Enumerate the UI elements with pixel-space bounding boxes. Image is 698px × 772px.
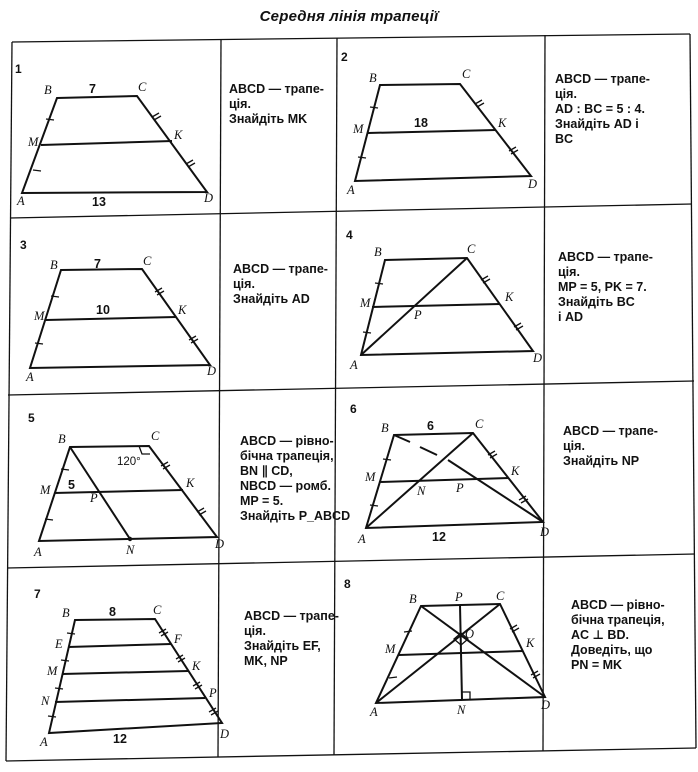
- problem-number-1: 1: [15, 62, 22, 76]
- problem-number-7: 7: [34, 587, 41, 601]
- condition-line: MP = 5.: [240, 494, 284, 508]
- condition-line: ABCD — рівно-: [240, 434, 334, 448]
- figure-label: D: [540, 525, 550, 539]
- figure-label: M: [360, 296, 371, 310]
- figure-label: K: [192, 659, 201, 673]
- figure-label: 13: [92, 195, 106, 209]
- figure-label: O: [465, 627, 475, 641]
- figure-label: M: [365, 470, 376, 484]
- figure-label: C: [151, 429, 160, 443]
- condition-line: NBCD — ромб.: [240, 479, 331, 493]
- condition-line: Знайдіть EF,: [244, 639, 321, 653]
- figure-label: M: [34, 309, 45, 323]
- figure-label: C: [467, 242, 476, 256]
- condition-5: [240, 434, 350, 524]
- figure-1: [15, 62, 213, 209]
- figure-label: 5: [68, 478, 75, 492]
- figure-label: A: [34, 545, 42, 559]
- figure-label: B: [369, 71, 377, 85]
- figure-label: E: [55, 637, 63, 651]
- condition-line: BN ∥ CD,: [240, 464, 293, 478]
- figure-label: D: [204, 191, 214, 205]
- condition-line: ABCD — трапе-: [558, 250, 653, 264]
- figure-label: P: [90, 491, 98, 505]
- figure-label: 7: [94, 257, 101, 271]
- problem-number-4: 4: [346, 228, 353, 242]
- figure-5: [28, 411, 224, 559]
- figure-label: 10: [96, 303, 110, 317]
- figure-label: C: [138, 80, 147, 94]
- condition-line: ABCD — трапе-: [233, 262, 328, 276]
- figure-label: K: [178, 303, 187, 317]
- condition-line: ція.: [558, 265, 580, 279]
- figure-label: P: [414, 308, 422, 322]
- condition-line: ція.: [563, 439, 585, 453]
- condition-line: ція.: [229, 97, 251, 111]
- condition-line: ABCD — трапе-: [563, 424, 658, 438]
- condition-line: Знайдіть P_ABCD: [240, 509, 351, 523]
- condition-7: [244, 609, 339, 669]
- condition-2: [555, 72, 650, 147]
- figure-label: K: [174, 128, 183, 142]
- figure-label: D: [220, 727, 230, 741]
- figure-label: K: [498, 116, 507, 130]
- figure-3: [20, 238, 216, 384]
- figure-label: F: [174, 632, 182, 646]
- figure-label: D: [533, 351, 543, 365]
- figure-label: B: [44, 83, 52, 97]
- condition-line: ABCD — трапе-: [555, 72, 650, 86]
- figure-label: K: [526, 636, 535, 650]
- figure-label: M: [28, 135, 39, 149]
- figure-label: K: [505, 290, 514, 304]
- condition-line: ABCD — трапе-: [229, 82, 324, 96]
- figure-7: [34, 587, 229, 749]
- figure-label: A: [358, 532, 366, 546]
- figure-8: [344, 577, 550, 719]
- condition-line: Знайдіть MK: [229, 112, 308, 126]
- figure-label: K: [511, 464, 520, 478]
- figure-label: N: [417, 484, 426, 498]
- figure-label: B: [50, 258, 58, 272]
- condition-3: [233, 262, 328, 307]
- figure-label: P: [209, 686, 217, 700]
- condition-4: [558, 250, 653, 325]
- figure-label: P: [456, 481, 464, 495]
- problem-number-8: 8: [344, 577, 351, 591]
- figure-label: A: [17, 194, 25, 208]
- figure-6: [350, 402, 549, 546]
- condition-line: Знайдіть BC: [558, 295, 635, 309]
- page-title: Середня лінія трапеції: [259, 8, 439, 25]
- problem-number-5: 5: [28, 411, 35, 425]
- condition-line: Знайдіть AD і: [555, 117, 639, 131]
- condition-line: AD : BC = 5 : 4.: [555, 102, 645, 116]
- condition-line: AC ⊥ BD.: [571, 628, 629, 642]
- condition-line: Знайдіть AD: [233, 292, 310, 306]
- figure-label: 12: [113, 732, 127, 746]
- figure-label: 6: [427, 419, 434, 433]
- figure-label: A: [370, 705, 378, 719]
- figure-label: 12: [432, 530, 446, 544]
- figure-label: M: [47, 664, 58, 678]
- condition-line: і AD: [558, 310, 583, 324]
- figure-label: A: [350, 358, 358, 372]
- figure-label: B: [58, 432, 66, 446]
- problem-number-6: 6: [350, 402, 357, 416]
- condition-line: бічна трапеція,: [240, 449, 334, 463]
- figure-label: A: [26, 370, 34, 384]
- condition-line: Знайдіть NP: [563, 454, 640, 468]
- condition-line: MP = 5, PK = 7.: [558, 280, 647, 294]
- condition-line: ція.: [233, 277, 255, 291]
- problem-number-2: 2: [341, 50, 348, 64]
- condition-line: BC: [555, 132, 574, 146]
- figure-label: D: [215, 537, 225, 551]
- condition-line: ція.: [244, 624, 266, 638]
- figure-2: [341, 50, 537, 197]
- figure-4: [346, 228, 542, 372]
- figure-label: C: [153, 603, 162, 617]
- figure-label: M: [385, 642, 396, 656]
- condition-line: ція.: [555, 87, 577, 101]
- figure-label: B: [374, 245, 382, 259]
- figure-label: N: [41, 694, 50, 708]
- figure-label: D: [207, 364, 217, 378]
- figure-label: 18: [414, 116, 428, 130]
- figure-label: B: [409, 592, 417, 606]
- condition-line: ABCD — рівно-: [571, 598, 665, 612]
- figure-label: C: [496, 589, 505, 603]
- condition-8: [571, 598, 665, 673]
- figure-label: 7: [89, 82, 96, 96]
- condition-line: Доведіть, що: [571, 643, 653, 657]
- figure-label: C: [475, 417, 484, 431]
- figure-label: A: [40, 735, 48, 749]
- figure-label: B: [62, 606, 70, 620]
- condition-line: ABCD — трапе-: [244, 609, 339, 623]
- figure-label: M: [353, 122, 364, 136]
- condition-line: бічна трапеція,: [571, 613, 665, 627]
- figure-label: C: [462, 67, 471, 81]
- condition-line: PN = MK: [571, 658, 623, 672]
- figure-label: 120°: [117, 456, 141, 468]
- condition-1: [229, 82, 324, 127]
- figure-label: B: [381, 421, 389, 435]
- figure-label: N: [126, 543, 135, 557]
- figure-label: K: [186, 476, 195, 490]
- figure-label: 8: [109, 605, 116, 619]
- figure-label: P: [455, 590, 463, 604]
- figure-label: A: [347, 183, 355, 197]
- problem-number-3: 3: [20, 238, 27, 252]
- figure-label: C: [143, 254, 152, 268]
- condition-line: MK, NP: [244, 654, 288, 668]
- figure-label: N: [457, 703, 466, 717]
- figure-label: D: [541, 698, 551, 712]
- figure-label: D: [528, 177, 538, 191]
- condition-6: [563, 424, 658, 469]
- figure-label: M: [40, 483, 51, 497]
